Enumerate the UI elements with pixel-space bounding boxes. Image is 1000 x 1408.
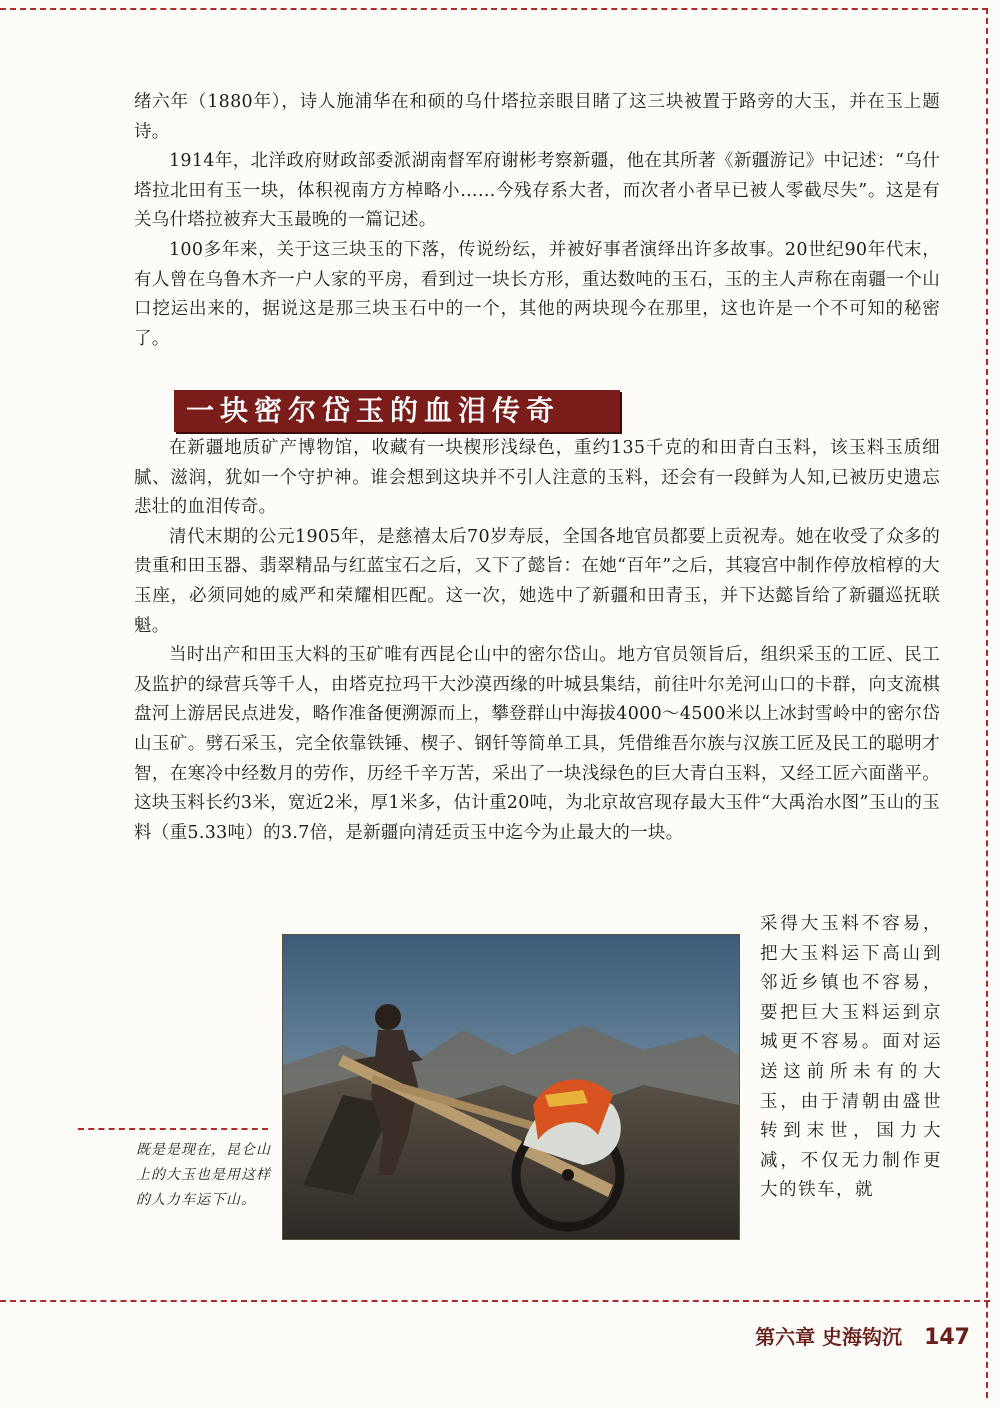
paragraph: 在新疆地质矿产博物馆，收藏有一块楔形浅绿色，重约135千克的和田青白玉料，该玉料玉质细腻、滋润，犹如一个守护神。谁会想到这块并不引人注意的玉料，还会有一段鲜为人知,已被历史遗忘悲壮的血泪传奇。	[134, 438, 940, 518]
page-footer	[700, 1322, 970, 1352]
body-text-section	[134, 434, 940, 848]
chapter-title: 第六章 史海钩沉	[755, 1325, 903, 1349]
paragraph: 1914年，北洋政府财政部委派湖南督军府谢彬考察新疆，他在其所著《新疆游记》中记述：“乌什塔拉北田有玉一块，体积视南方方棹略小……今残存系大者，而次者小者早已被人零截尽失”。这是有关乌什塔拉被弃大玉最晚的一篇记述。	[134, 151, 940, 231]
paragraph: 当时出产和田玉大料的玉矿唯有西昆仑山中的密尔岱山。地方官员领旨后，组织采玉的工匠、民工及监护的绿营兵等千人，由塔克拉玛干大沙漠西缘的叶城县集结，前往叶尔羌河山口的卡群，向支流棋盘河上游居民点进发，略作准备便溯源而上，攀登群山中海拔4000～4500米以上冰封雪岭中的密尔岱山玉矿。劈石采玉，完全依靠铁锤、楔子、钢钎等简单工具，凭借维吾尔族与汉族工匠及民工的聪明才智，在寒冷中经数月的劳作，历经千辛万苦，采出了一块浅绿色的巨大青白玉料，又经工匠六面凿平。这块玉料长约3米，宽近2米，厚1米多，估计重20吨，为北京故宫现存最大玉件“大禹治水图”玉山的玉料（重5.33吨）的3.7倍，是新疆向清廷贡玉中迄今为止最大的一块。	[134, 645, 940, 843]
paragraph: 100多年来，关于这三块玉的下落，传说纷纭，并被好事者演绎出许多故事。20世纪90年代末，有人曾在乌鲁木齐一户人家的平房，看到过一块长方形，重达数吨的玉石，玉的主人声称在南疆一个山口挖运出来的，据说这是那三块玉石中的一个，其他的两块现今在那里，这也许是一个不可知的秘密了。	[134, 239, 940, 349]
body-text-top	[134, 88, 940, 354]
paragraph: 清代末期的公元1905年，是慈禧太后70岁寿辰，全国各地官员都要上贡祝寿。她在收受了众多的贵重和田玉器、翡翠精品与红蓝宝石之后，又下了懿旨：在她“百年”之后，其寝宫中制作停放棺椁的大玉座，必须同她的威严和荣耀相匹配。这一次，她选中了新疆和田青玉，并下达懿旨给了新疆巡抚联魁。	[134, 526, 940, 636]
footer-divider	[0, 1300, 990, 1302]
page-border-right	[986, 8, 988, 1398]
section-heading: 一块密尔岱玉的血泪传奇	[174, 390, 620, 432]
photo-caption: 既是是现在，昆仑山上的大玉也是用这样的人力车运下山。	[136, 1142, 271, 1208]
page-border-top	[0, 8, 988, 10]
side-text: 采得大玉料不容易，把大玉料运下高山到邻近乡镇也不容易，要把巨大玉料运到京城更不容易。面对运送这前所未有的大玉，由于清朝由盛世转到末世，国力大减，不仅无力制作更大的铁车，就	[760, 914, 942, 1201]
photo-man-pushing-cart	[282, 934, 740, 1240]
paragraph: 绪六年（1880年），诗人施浦华在和硕的乌什塔拉亲眼目睹了这三块被置于路旁的大玉，并在玉上题诗。	[134, 92, 940, 142]
caption-divider	[78, 1128, 268, 1130]
page-number: 147	[924, 1325, 970, 1350]
